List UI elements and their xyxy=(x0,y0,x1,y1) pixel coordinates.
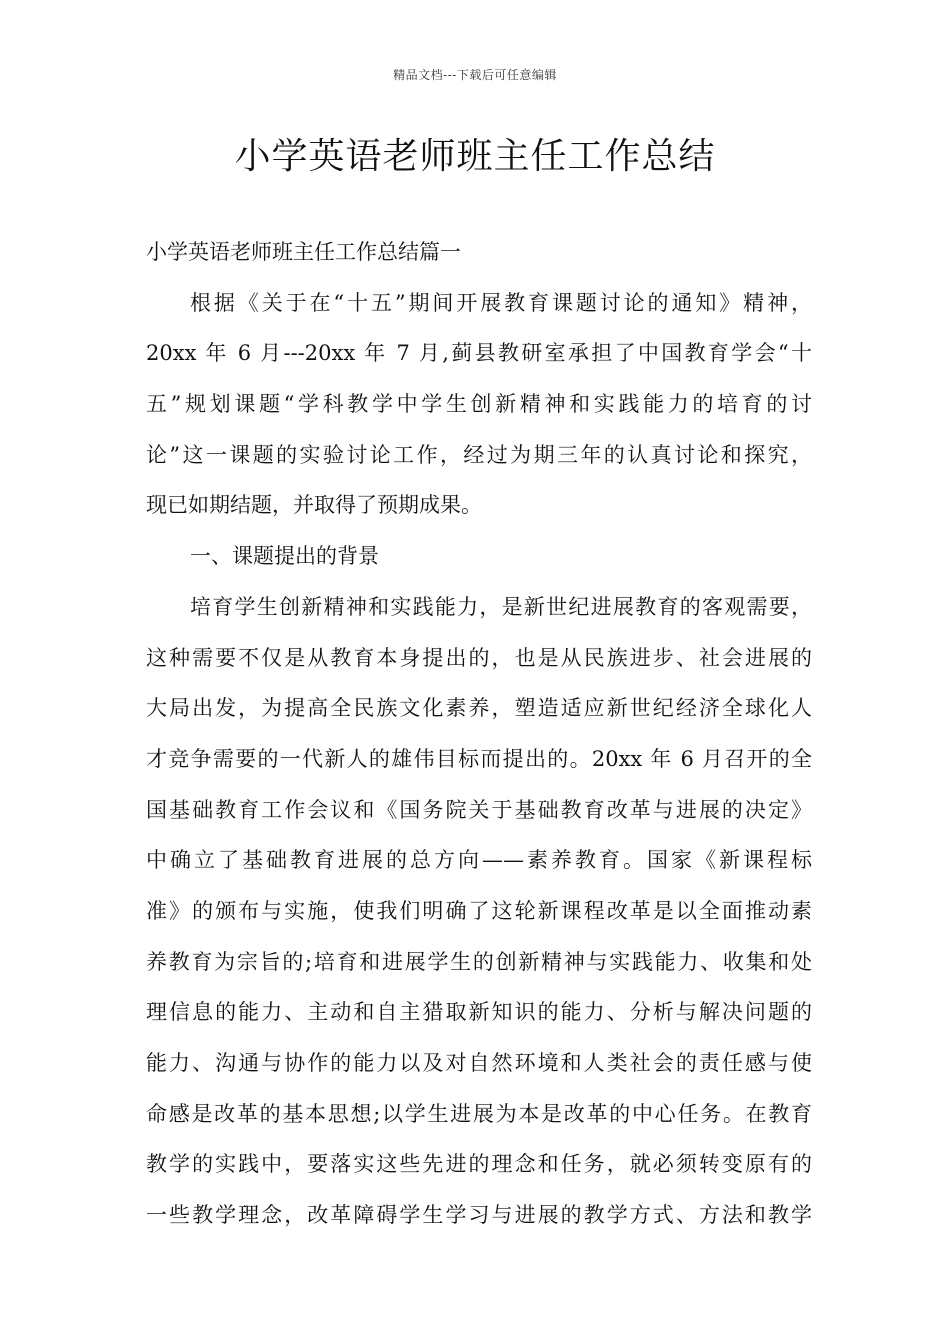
document-title: 小学英语老师班主任工作总结 xyxy=(234,136,716,177)
paragraph-line: 论”这一课题的实验讨论工作，经过为期三年的认真讨论和探究， xyxy=(146,442,812,467)
paragraph-line: 现已如期结题，并取得了预期成果。 xyxy=(146,493,482,518)
paragraph-line: 培育学生创新精神和实践能力，是新世纪进展教育的客观需要， xyxy=(190,594,812,619)
paragraph-line: 理信息的能力、主动和自主猎取新知识的能力、分析与解决问题的 xyxy=(146,1000,812,1025)
document-body xyxy=(146,227,812,1241)
paragraph-line: 根据《关于在“十五”期间开展教育课题讨论的通知》精神， xyxy=(190,290,812,315)
paragraph-line: 中确立了基础教育进展的总方向——素养教育。国家《新课程标 xyxy=(146,848,812,873)
paragraph-line: 准》的颁布与实施，使我们明确了这轮新课程改革是以全面推动素 xyxy=(146,898,812,923)
paragraph-line: 20xx 年 6 月---20xx 年 7 月,蓟县教研室承担了中国教育学会“十 xyxy=(146,341,812,366)
paragraph-line: 这种需要不仅是从教育本身提出的，也是从民族进步、社会进展的 xyxy=(146,645,812,670)
paragraph-line: 国基础教育工作会议和《国务院关于基础教育改革与进展的决定》 xyxy=(146,797,812,822)
paragraph-line: 养教育为宗旨的;培育和进展学生的创新精神与实践能力、收集和处 xyxy=(146,949,812,974)
paragraph-line: 才竞争需要的一代新人的雄伟目标而提出的。20xx 年 6 月召开的全 xyxy=(146,746,812,771)
section-heading: 一、课题提出的背景 xyxy=(190,544,379,569)
subtitle-line: 小学英语老师班主任工作总结篇一 xyxy=(146,240,461,264)
paragraph-line: 一些教学理念，改革障碍学生学习与进展的教学方式、方法和教学 xyxy=(146,1203,812,1228)
paragraph-line: 能力、沟通与协作的能力以及对自然环境和人类社会的责任感与使 xyxy=(146,1051,812,1075)
paragraph-line: 五”规划课题“学科教学中学生创新精神和实践能力的培育的讨 xyxy=(146,392,812,417)
paragraph-line: 教学的实践中，要落实这些先进的理念和任务，就必须转变原有的 xyxy=(146,1152,812,1177)
paragraph-line: 大局出发，为提高全民族文化素养，塑造适应新世纪经济全球化人 xyxy=(146,696,812,721)
paragraph-line: 命感是改革的基本思想;以学生进展为本是改革的中心任务。在教育 xyxy=(146,1101,812,1126)
page-header-note: 精品文档---下载后可任意编辑 xyxy=(393,68,557,82)
